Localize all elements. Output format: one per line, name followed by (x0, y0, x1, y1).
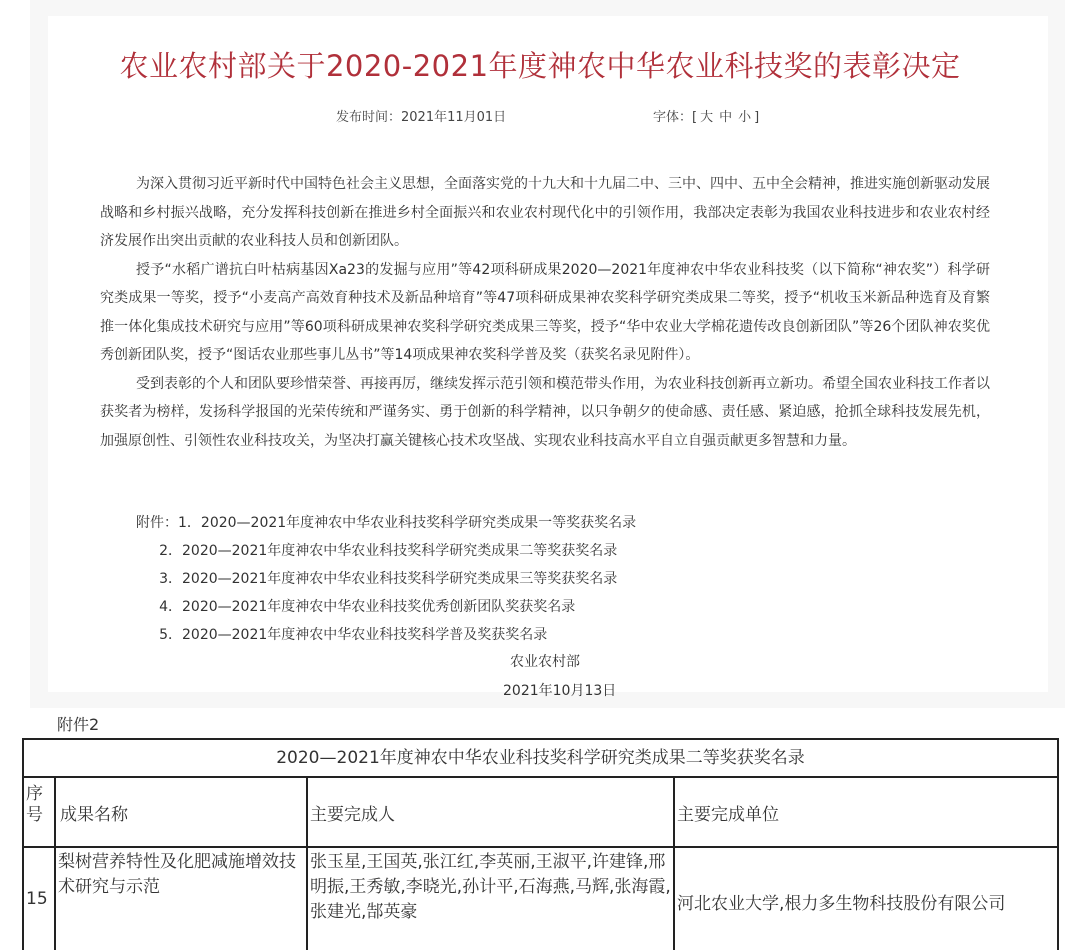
notice-title: 农业农村部关于2020-2021年度神农中华农业科技奖的表彰决定 (119, 49, 961, 83)
header-name: 成果名称 (60, 805, 128, 825)
attachment-title: 2020—2021年度神农中华农业科技奖科学研究类成果一等奖获奖名录 (200, 515, 637, 531)
font-size-large-link[interactable]: 大 (700, 110, 714, 125)
font-size-medium-link[interactable]: 中 (719, 110, 733, 125)
column-divider (306, 776, 308, 950)
award-table (22, 738, 1059, 950)
font-size-switcher (653, 106, 759, 125)
row-people: 张玉星,王国英,张江红,李英丽,王淑平,许建锋,邢明振,王秀敏,李晓光,孙计平,石海燕,马辉,张海霞,张建光,郜英豪 (310, 852, 671, 922)
attachments-label: 附件： (136, 515, 178, 531)
table-title: 2020—2021年度神农中华农业科技奖科学研究类成果二等奖获奖名录 (24, 740, 1057, 778)
attachment-item (136, 512, 636, 532)
attachment-item (136, 540, 617, 560)
signer: 农业农村部 (510, 654, 580, 670)
row-achievement-name: 梨树营养特性及化肥减施增效技术研究与示范 (58, 852, 296, 897)
sign-date: 2021年10月13日 (503, 683, 617, 699)
font-size-label: 字体：[ (653, 110, 698, 125)
header-unit: 主要完成单位 (677, 805, 779, 825)
annex-label: 附件2 (57, 715, 100, 734)
attachment-number: 1． (178, 515, 201, 531)
row-divider (24, 846, 1057, 848)
paragraph-intro: 为深入贯彻习近平新时代中国特色社会主义思想，全面落实党的十九大和十九届二中、三中、四中、五中全会精神，推进实施创新驱动发展战略和乡村振兴战略，充分发挥科技创新在推进乡村全面振兴和农业农村现代化中的引领作用，我部决定表彰为我国农业科技进步和农业农村经济发展作出突出贡献的农业科技人员和创新团队。 (100, 176, 990, 249)
font-size-small-link[interactable]: 小 (738, 110, 752, 125)
attachment-title: 2020—2021年度神农中华农业科技奖科学研究类成果三等奖获奖名录 (182, 571, 618, 587)
attachment-item (136, 624, 547, 644)
attachment-number: 4． (159, 599, 182, 615)
attachment-title: 2020—2021年度神农中华农业科技奖科学普及奖获奖名录 (182, 627, 548, 643)
paragraph-encouragement: 受到表彰的个人和团队要珍惜荣誉、再接再厉，继续发挥示范引领和模范带头作用，为农业科技创新再立新功。希望全国农业科技工作者以获奖者为榜样，发扬科学报国的光荣传统和严谨务实、勇于创新的科学精神，以只争朝夕的使命感、责任感、紧迫感，抢抓全球科技发展先机，加强原创性、引领性农业科技攻关，为坚决打赢关键核心技术攻坚战、实现农业科技高水平自立自强贡献更多智慧和力量。 (100, 375, 990, 449)
publish-time: 发布时间：2021年11月01日 (336, 110, 507, 125)
header-people: 主要完成人 (310, 805, 395, 825)
attachment-number: 5． (159, 627, 182, 643)
notice-body (100, 170, 990, 455)
row-seq: 15 (26, 889, 48, 909)
font-size-close: ] (754, 110, 760, 125)
attachment-item (136, 568, 617, 588)
column-divider (54, 776, 56, 950)
header-seq: 序号 (26, 784, 43, 825)
attachment-number: 3． (159, 571, 182, 587)
attachment-number: 2． (159, 543, 182, 559)
row-unit: 河北农业大学,根力多生物科技股份有限公司 (677, 894, 1006, 914)
attachment-item (136, 596, 575, 616)
attachment-title: 2020—2021年度神农中华农业科技奖科学研究类成果二等奖获奖名录 (182, 543, 618, 559)
paragraph-awards: 授予“水稻广谱抗白叶枯病基因Xa23的发掘与应用”等42项科研成果2020—2021年度神农中华农业科技奖（以下简称“神农奖”）科学研究类成果一等奖，授予“小麦高产高效育种技术及新品种培育”等47项科研成果神农奖科学研究类成果二等奖，授予“机收玉米新品种选育及育繁推一体化集成技术研究与应用”等60项科研成果神农奖科学研究类成果三等奖，授予“华中农业大学棉花遗传改良创新团队”等26个团队神农奖优秀创新团队奖，授予“图话农业那些事儿丛书”等14项成果神农奖科学普及奖（获奖名录见附件）。 (100, 261, 990, 363)
attachment-title: 2020—2021年度神农中华农业科技奖优秀创新团队奖获奖名录 (182, 599, 576, 615)
